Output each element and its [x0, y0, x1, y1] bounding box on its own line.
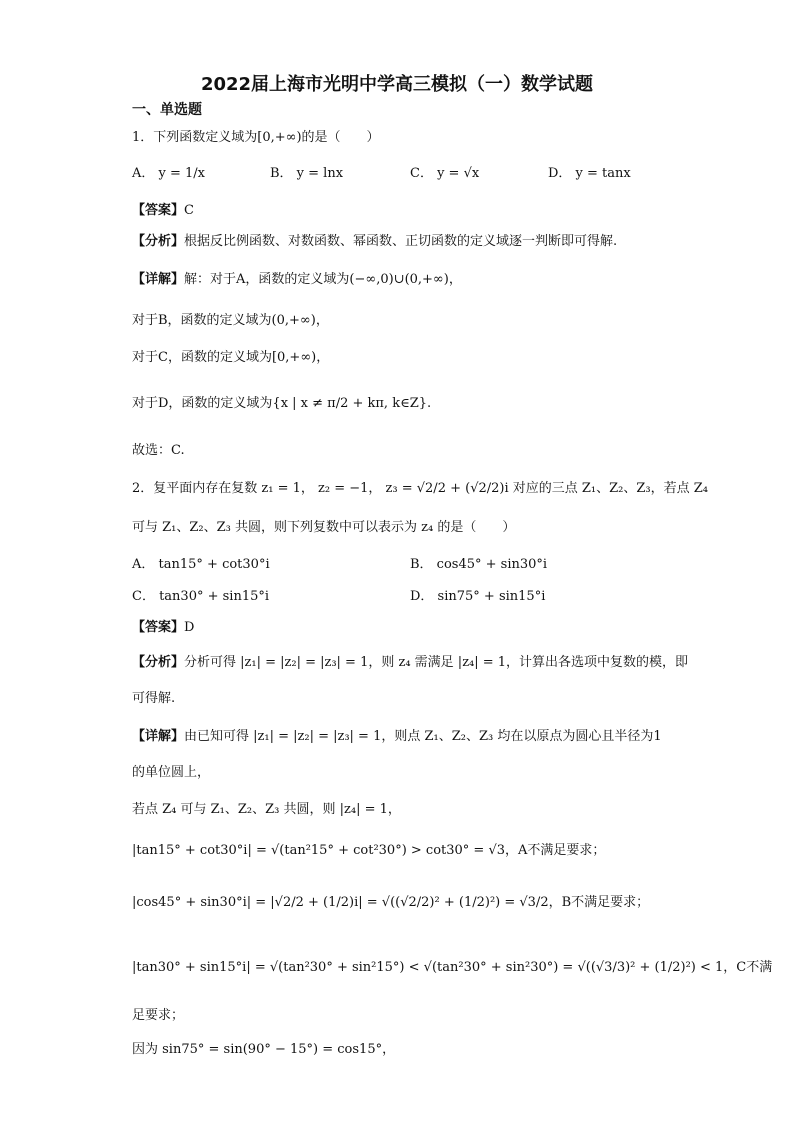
q1-option-b: B． y = lnx: [270, 166, 344, 181]
q2-calc-c-line2: 足要求；: [132, 1008, 185, 1023]
q1-detail-d: 对于D，函数的定义域为{x | x ≠ π/2 + kπ, k∈Z}.: [132, 396, 432, 411]
q2-analysis-line2: 可得解.: [132, 691, 176, 706]
q1-option-c: C． y = √x: [410, 166, 480, 181]
analysis-text: 根据反比例函数、对数函数、幂函数、正切函数的定义域逐一判断即可得解.: [184, 234, 618, 249]
q2-answer: [132, 618, 194, 638]
analysis-text: 分析可得 |z₁| = |z₂| = |z₃| = 1，则 z₄ 需满足 |z₄| = 1，计算出各选项中复数的模，即: [184, 655, 689, 670]
detail-tag: 【详解】: [132, 729, 185, 744]
q2-analysis-line1: [132, 653, 688, 673]
q1-analysis: [132, 232, 617, 252]
detail-text: 解：对于A，函数的定义域为(−∞,0)∪(0,+∞)，: [184, 272, 462, 287]
q1-choose: 故选：C.: [132, 443, 185, 458]
q2-stem-line2: 可与 Z₁、Z₂、Z₃ 共圆，则下列复数中可以表示为 z₄ 的是（ ）: [132, 520, 516, 535]
q2-option-d: D． sin75° + sin15°i: [410, 589, 546, 604]
analysis-tag: 【分析】: [132, 234, 185, 249]
q2-detail-line2: 的单位圆上，: [132, 765, 211, 780]
answer-tag: 【答案】: [132, 620, 185, 635]
answer-value: D: [184, 620, 195, 635]
q2-calc-c-line1: |tan30° + sin15°i| = √(tan²30° + sin²15°) < √(tan²30° + sin²30°) = √((√3/3)² + (1/2)²) < 1，C不满: [132, 960, 773, 975]
q1-option-d: D． y = tanx: [548, 166, 631, 181]
answer-tag: 【答案】: [132, 203, 185, 218]
q2-option-a: A． tan15° + cot30°i: [132, 557, 270, 572]
q1-option-a: A． y = 1/x: [132, 166, 206, 181]
q1-detail-b: 对于B，函数的定义域为(0,+∞)，: [132, 313, 329, 328]
detail-text: 由已知可得 |z₁| = |z₂| = |z₃| = 1，则点 Z₁、Z₂、Z₃ 均在以原点为圆心且半径为1: [184, 729, 662, 744]
q1-detail-c: 对于C，函数的定义域为[0,+∞)，: [132, 350, 330, 365]
q2-option-c: C． tan30° + sin15°i: [132, 589, 270, 604]
q1-detail-a: [132, 270, 462, 290]
answer-value: C: [184, 203, 194, 218]
q2-detail-line3: 若点 Z₄ 可与 Z₁、Z₂、Z₃ 共圆，则 |z₄| = 1，: [132, 802, 401, 817]
page-title: 2022届上海市光明中学高三模拟（一）数学试题: [200, 74, 594, 95]
q2-detail-line1: [132, 727, 662, 747]
q1-stem: 1．下列函数定义域为[0,+∞)的是（ ）: [132, 130, 380, 145]
analysis-tag: 【分析】: [132, 655, 185, 670]
section-heading: 一、单选题: [132, 102, 202, 118]
detail-tag: 【详解】: [132, 272, 185, 287]
q2-calc-a: |tan15° + cot30°i| = √(tan²15° + cot²30°) > cot30° = √3，A不满足要求；: [132, 843, 606, 858]
q2-option-b: B． cos45° + sin30°i: [410, 557, 548, 572]
q1-answer: [132, 201, 194, 221]
q2-last-line: 因为 sin75° = sin(90° − 15°) = cos15°，: [132, 1042, 396, 1057]
q2-calc-b: |cos45° + sin30°i| = |√2/2 + (1/2)i| = √((√2/2)² + (1/2)²) = √3/2，B不满足要求；: [132, 895, 650, 910]
q2-stem-line1: 2．复平面内存在复数 z₁ = 1， z₂ = −1， z₃ = √2/2 + (√2/2)i 对应的三点 Z₁、Z₂、Z₃，若点 Z₄: [132, 481, 708, 496]
